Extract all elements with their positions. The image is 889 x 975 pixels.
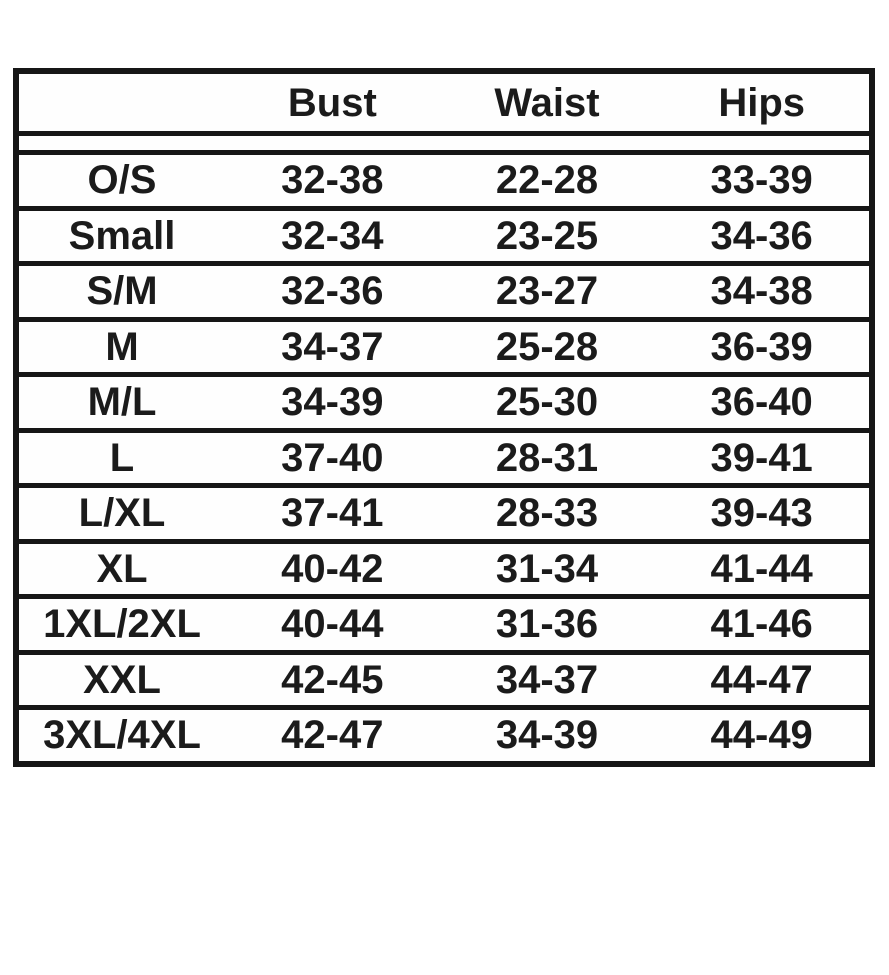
size-cell: M/L [87,380,157,425]
header-spacer-row [19,131,869,150]
header-row [19,74,869,131]
hips-cell: 36-40 [710,380,813,425]
size-cell: Small [68,213,176,258]
table-row [19,261,869,317]
waist-cell: 23-25 [495,213,599,258]
waist-cell: 31-36 [495,602,599,647]
bust-cell: 32-34 [281,213,384,258]
waist-cell: 23-27 [495,269,599,314]
hips-cell: 41-44 [710,546,813,591]
hips-cell: 41-46 [710,602,813,647]
hips-cell: 33-39 [710,158,813,203]
size-cell: XL [96,546,148,591]
waist-cell: 34-39 [495,713,599,758]
waist-cell: 25-30 [495,380,599,425]
table-row [19,594,869,650]
bust-cell: 37-40 [281,435,384,480]
size-cell: XXL [83,657,161,702]
size-cell: L [109,435,135,480]
hips-cell: 39-43 [710,491,813,536]
hips-cell: 36-39 [710,324,813,369]
table-row [19,372,869,428]
size-cell: L/XL [78,491,166,536]
bust-cell: 34-39 [281,380,384,425]
hips-cell: 39-41 [710,435,813,480]
table-row [19,150,869,206]
table-row [19,206,869,262]
waist-cell: 31-34 [495,546,599,591]
table-row [19,650,869,706]
hips-cell: 44-49 [710,713,813,758]
bust-cell: 42-47 [281,713,384,758]
hips-cell: 44-47 [710,657,813,702]
bust-cell: 37-41 [281,491,384,536]
table-row [19,317,869,373]
table-row [19,483,869,539]
header-waist: Waist [494,80,600,125]
bust-cell: 32-38 [281,158,384,203]
size-cell: S/M [86,269,158,314]
size-chart-table [13,68,875,767]
table-body [19,150,869,761]
bust-cell: 34-37 [281,324,384,369]
size-cell: M [105,324,139,369]
waist-cell: 25-28 [495,324,599,369]
bust-cell: 32-36 [281,269,384,314]
size-cell: 3XL/4XL [43,713,201,758]
header-bust: Bust [287,80,377,125]
table-row [19,428,869,484]
table-row [19,539,869,595]
bust-cell: 40-44 [281,602,384,647]
bust-cell: 40-42 [281,546,384,591]
size-cell: 1XL/2XL [43,602,201,647]
hips-cell: 34-36 [710,213,813,258]
waist-cell: 22-28 [495,158,599,203]
waist-cell: 34-37 [495,657,599,702]
bust-cell: 42-45 [281,657,384,702]
hips-cell: 34-38 [710,269,813,314]
header-hips: Hips [718,80,805,125]
table-row [19,705,869,761]
waist-cell: 28-33 [495,491,599,536]
size-cell: O/S [87,158,157,203]
waist-cell: 28-31 [495,435,599,480]
